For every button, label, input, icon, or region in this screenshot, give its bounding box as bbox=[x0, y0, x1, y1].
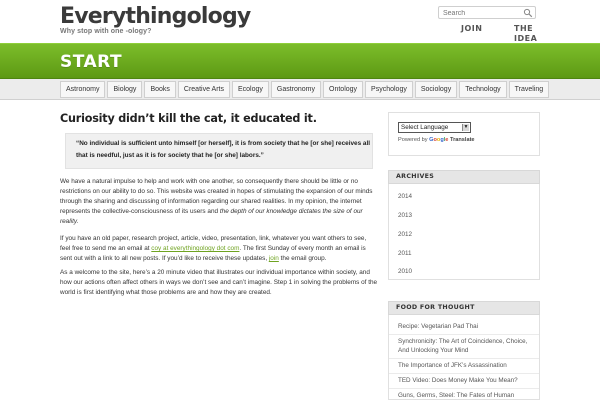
archives-title: ARCHIVES bbox=[388, 170, 540, 184]
category-creative-arts[interactable]: Creative Arts bbox=[178, 81, 230, 98]
intro-emphasis: the depth of our knowledge dictates the size of our reality. bbox=[60, 208, 363, 225]
category-list bbox=[60, 81, 551, 98]
archive-year-link[interactable]: 2012 bbox=[398, 231, 413, 238]
food-for-thought-title: FOOD FOR THOUGHT bbox=[388, 301, 540, 315]
search-icon[interactable] bbox=[523, 8, 533, 18]
powered-by-label: Powered by bbox=[398, 137, 428, 143]
category-traveling[interactable]: Traveling bbox=[509, 81, 550, 98]
translate-label[interactable]: Translate bbox=[449, 137, 475, 143]
food-item-link[interactable]: Recipe: Vegetarian Pad Thai bbox=[398, 323, 479, 330]
post-quote: “No individual is sufficient unto himself [or herself], it is from society that he [or she] receives all that is needful, just as it is for society that he [or she] labors.” bbox=[65, 133, 373, 169]
category-gastronomy[interactable]: Gastronomy bbox=[271, 81, 321, 98]
category-nav-bar bbox=[0, 79, 600, 100]
nav-the-idea-link[interactable] bbox=[514, 24, 544, 44]
list-divider bbox=[389, 373, 539, 374]
page-heading: START bbox=[60, 52, 123, 72]
site-header bbox=[0, 0, 600, 43]
food-item-link[interactable]: Synchronicity: The Art of Coincidence, Choice, And Unlocking Your Mind bbox=[398, 338, 528, 354]
archive-year-link[interactable]: 2014 bbox=[398, 193, 413, 200]
category-psychology[interactable]: Psychology bbox=[365, 81, 413, 98]
search-input[interactable] bbox=[443, 8, 521, 18]
powered-by-google-translate bbox=[398, 137, 475, 143]
food-item-link[interactable]: The Importance of JFK’s Assassination bbox=[398, 362, 507, 369]
category-technology[interactable]: Technology bbox=[459, 81, 506, 98]
nav-join-link[interactable]: JOIN bbox=[461, 24, 483, 33]
category-sociology[interactable]: Sociology bbox=[415, 81, 457, 98]
food-for-thought-list bbox=[388, 315, 540, 400]
join-link[interactable]: join bbox=[268, 255, 279, 262]
submission-text-b: . The first Sunday of every month an email is sent out with a link to all new posts. If you’d like to receive these updates, bbox=[60, 245, 366, 262]
food-item-link[interactable]: TED Video: Does Money Make You Mean? bbox=[398, 377, 518, 384]
chevron-down-icon[interactable]: ▼ bbox=[463, 124, 469, 130]
welcome-paragraph: As a welcome to the site, here’s a 20 minute video that illustrates our individual importance within society, and how our actions often affect others in ways we don’t see and can’t imagine. Step 1 in solving the problems of the world is first identifying what those problems are and how they are created. bbox=[60, 269, 378, 296]
language-select-value: Select Language bbox=[401, 124, 449, 131]
submission-paragraph bbox=[60, 234, 378, 264]
archives-list bbox=[388, 184, 540, 280]
category-ontology[interactable]: Ontology bbox=[323, 81, 363, 98]
sidebar bbox=[388, 100, 540, 400]
search-box[interactable] bbox=[438, 6, 536, 19]
list-divider bbox=[389, 334, 539, 335]
category-astronomy[interactable]: Astronomy bbox=[60, 81, 105, 98]
nav-the-idea-line2: IDEA bbox=[514, 34, 538, 43]
site-tagline: Why stop with one -ology? bbox=[60, 28, 152, 35]
nav-the-idea-line1: THE bbox=[514, 24, 534, 33]
submission-text-a: If you have an old paper, research project, article, video, presentation, link, whatever you want others to see, feel free to send me an email at bbox=[60, 235, 367, 252]
archive-year-link[interactable]: 2013 bbox=[398, 212, 413, 219]
category-ecology[interactable]: Ecology bbox=[232, 81, 269, 98]
category-books[interactable]: Books bbox=[144, 81, 175, 98]
translate-widget bbox=[388, 112, 540, 156]
archive-year-link[interactable]: 2011 bbox=[398, 250, 412, 257]
category-biology[interactable]: Biology bbox=[107, 81, 142, 98]
food-item-link[interactable]: Guns, Germs, Steel: The Fates of Human bbox=[398, 392, 515, 399]
site-title[interactable]: Everythingology bbox=[60, 4, 251, 29]
submission-text-c: the email group. bbox=[278, 255, 327, 262]
list-divider bbox=[389, 388, 539, 389]
list-divider bbox=[389, 358, 539, 359]
page-banner bbox=[0, 43, 600, 79]
post-title: Curiosity didn’t kill the cat, it educated it. bbox=[60, 112, 317, 125]
email-link[interactable]: coy at everythingology dot com bbox=[151, 245, 240, 252]
archive-year-link[interactable]: 2010 bbox=[398, 268, 413, 275]
language-select[interactable] bbox=[398, 122, 471, 133]
intro-text: We have a natural impulse to help and work with one another, so consequently there should be little or no restrictions on our ability to do so. This website was created in hopes of stimulating the expansion of our minds through the sharing and discussing of information regarding our shared realities. In my opinion, the internet represents the collective-consciousness of its users and bbox=[60, 178, 373, 215]
google-logo: Google bbox=[429, 137, 449, 143]
intro-paragraph bbox=[60, 177, 378, 227]
main-content bbox=[60, 100, 378, 400]
